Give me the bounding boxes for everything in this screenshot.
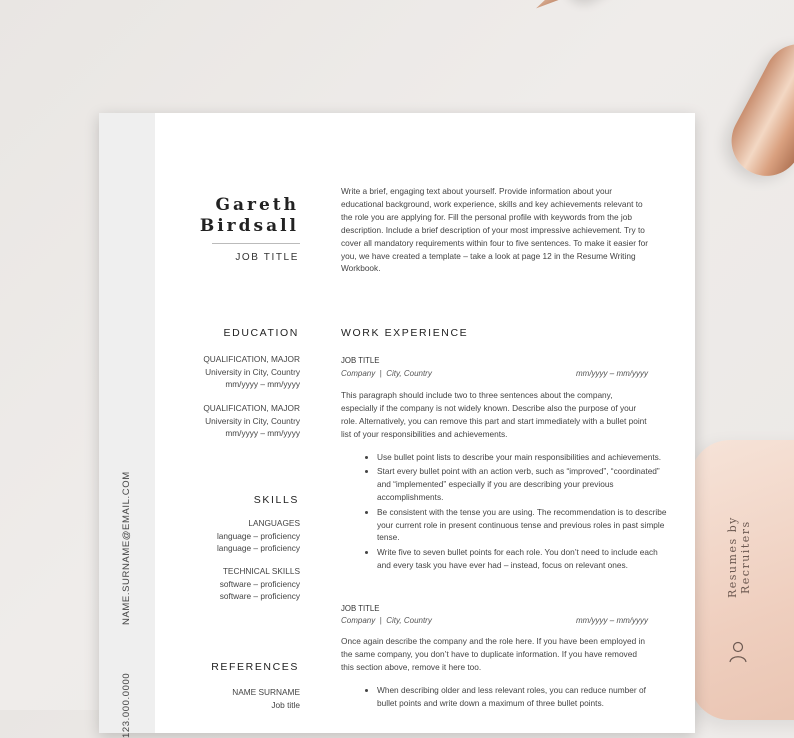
job-meta bbox=[341, 369, 648, 378]
bullet-item: • Start every bullet point with an action verb, such as “improved”, “coordinated” and “implemented” especially if you are describing your previous accomplishments. bbox=[377, 465, 667, 504]
job-dates: mm/yyyy – mm/yyyy bbox=[576, 616, 648, 625]
technical-skills-block: TECHNICAL SKILLS software – proficiency software – proficiency bbox=[219, 566, 300, 601]
resume-page bbox=[99, 113, 695, 738]
bullet-item: • Be consistent with the tense you are using. The recommendation is to describe your current role in present continuous tense and previous roles in past simple tense. bbox=[377, 506, 667, 545]
pen-decoration bbox=[505, 0, 794, 63]
job-bullets bbox=[361, 684, 667, 711]
education-entry: QUALIFICATION, MAJOR University in City, Country mm/yyyy – mm/yyyy bbox=[203, 354, 300, 389]
references-heading: REFERENCES bbox=[211, 661, 299, 673]
profile-paragraph: Write a brief, engaging text about yourself. Provide information about your educational background, work experience, skills and key achievements relevant to the role you are applying for. Fill the personal profile with keywords from the job description. Include a brief description of your most impressive achievement. Try to cover all mandatory requirements within four to five sentences. To make it easier for you, we have created a template – take a look at page 12 in the Resume Writing Workbook. bbox=[341, 186, 648, 274]
bullet-item: • Write five to seven bullet points for each role. You don’t need to include each and every task you have ever had – instead, focus on relevant ones. bbox=[377, 546, 667, 572]
bullet-item: • Use bullet point lists to describe your main responsibilities and achievements. bbox=[377, 451, 667, 464]
job-company: Company | City, Country bbox=[341, 369, 432, 378]
phone-text: 123.000.0000 bbox=[121, 672, 132, 738]
job-company: Company | City, Country bbox=[341, 616, 432, 625]
job-dates: mm/yyyy – mm/yyyy bbox=[576, 369, 648, 378]
skills-heading: SKILLS bbox=[253, 494, 299, 506]
job-title: JOB TITLE bbox=[341, 604, 380, 613]
languages-block: LANGUAGES language – proficiency language – proficiency bbox=[216, 518, 300, 553]
candidate-name: Gareth Birdsall bbox=[199, 195, 299, 236]
reference-entry: NAME SURNAME Job title bbox=[232, 687, 300, 710]
pen-cap-decoration bbox=[719, 32, 794, 188]
side-strip bbox=[99, 113, 155, 733]
name-divider bbox=[212, 243, 300, 244]
job-description: Once again describe the company and the role here. If you have been employed in the same company, you don’t have to duplicate information. If you have removed this section above, remove it here too. bbox=[341, 636, 645, 672]
job-title-heading: JOB TITLE bbox=[235, 252, 299, 263]
bullet-item: • When describing older and less relevant roles, you can reduce number of bullet points and write down a maximum of three bullet points. bbox=[377, 684, 667, 710]
job-title: JOB TITLE bbox=[341, 356, 380, 365]
job-meta bbox=[341, 616, 648, 625]
job-description: This paragraph should include two to three sentences about the company, especially if the company is not widely known. Describe also the purpose of your role. Alternatively, you can remove this part and start immediately with a bullet point list of your responsibilities and achievements. bbox=[341, 390, 647, 439]
education-heading: EDUCATION bbox=[223, 327, 299, 339]
brand-watermark: Resumes by Recruiters bbox=[726, 516, 752, 598]
education-entry: QUALIFICATION, MAJOR University in City, Country mm/yyyy – mm/yyyy bbox=[203, 403, 300, 438]
email-text: NAME.SURNAME@EMAIL.COM bbox=[121, 471, 132, 625]
work-experience-heading: WORK EXPERIENCE bbox=[341, 327, 469, 339]
person-outline-icon bbox=[728, 640, 748, 664]
job-bullets bbox=[361, 451, 667, 573]
